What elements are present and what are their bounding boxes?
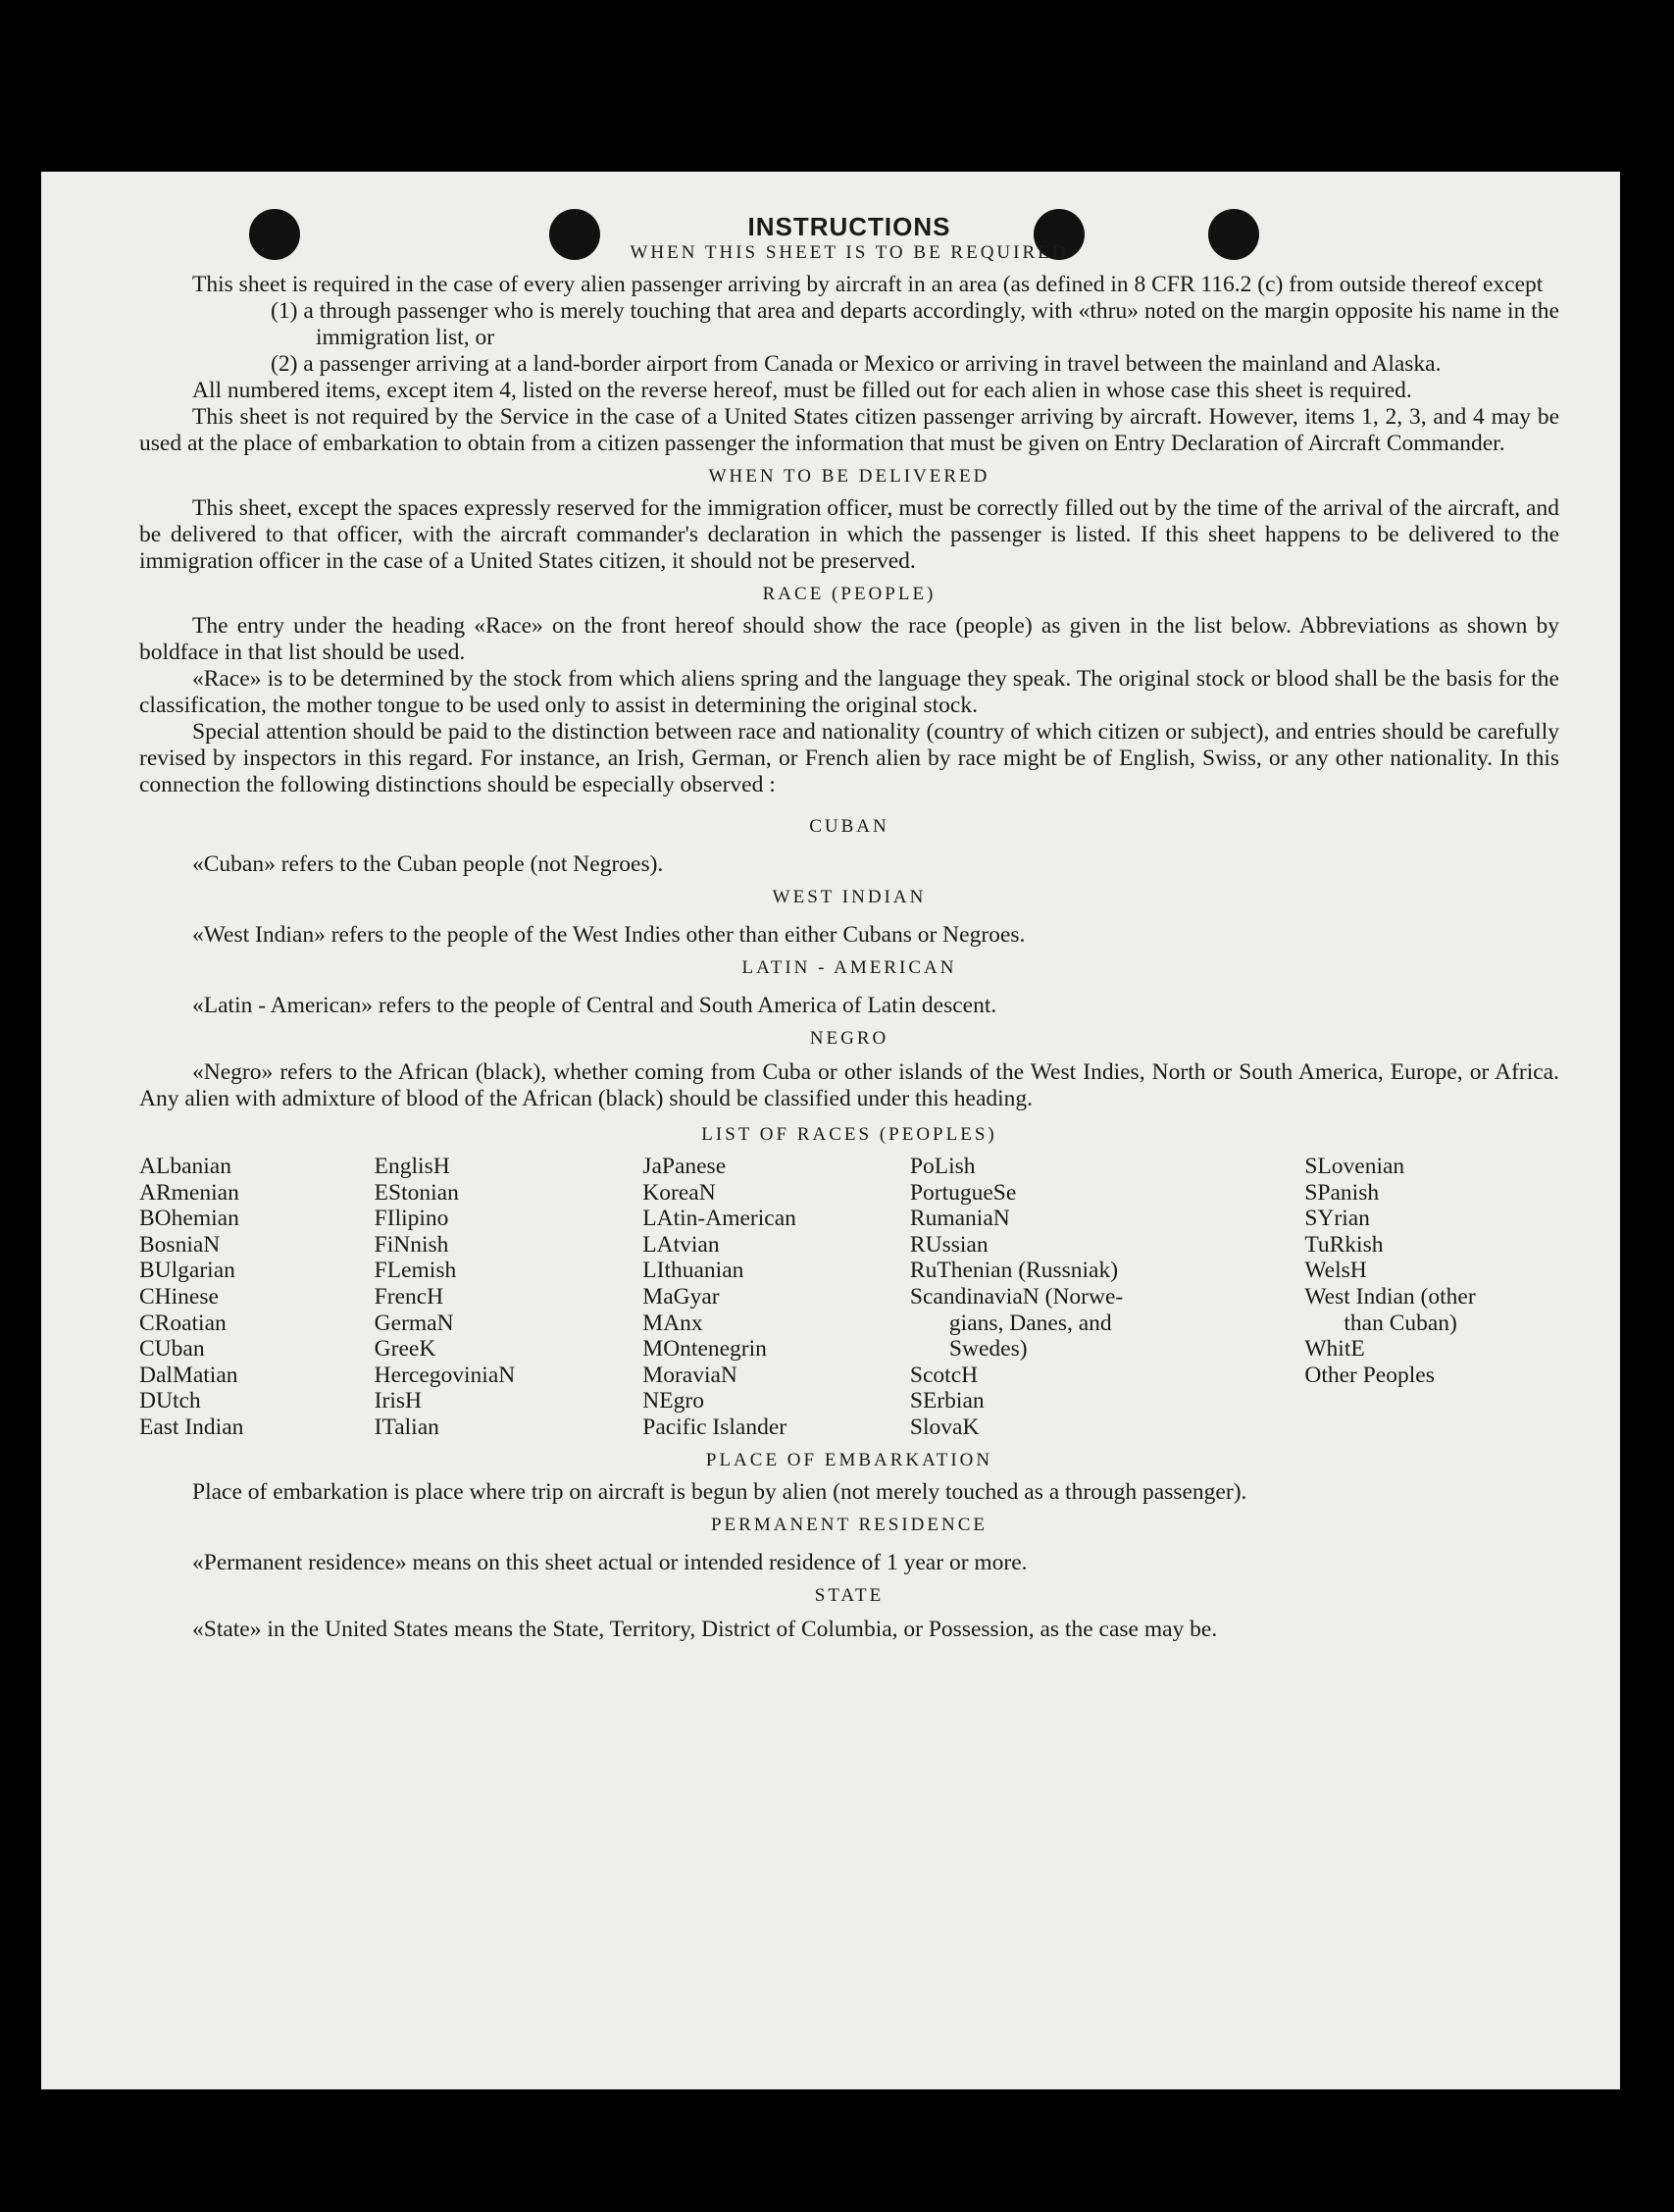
race-entry: RUssian (909, 1231, 989, 1258)
race-entry: FrencH (374, 1283, 444, 1310)
heading-when-required: WHEN THIS SHEET IS TO BE REQUIRED (630, 242, 1069, 263)
race-entry: MaGyar (642, 1283, 720, 1310)
heading-when-delivered: WHEN TO BE DELIVERED (708, 466, 990, 487)
race-entry: HercegoviniaN (374, 1362, 516, 1388)
race-entry: BosniaN (139, 1231, 221, 1258)
heading-latin-american: LATIN - AMERICAN (741, 957, 957, 978)
race-entry: SErbian (909, 1388, 985, 1415)
race-entry: LAtin-American (642, 1206, 796, 1232)
races-column-5 (1304, 1154, 1559, 1441)
heading-state: STATE (814, 1584, 885, 1606)
paragraph-residence: «Permanent residence» means on this sheet actual or intended residence of 1 year or more. (192, 1549, 1028, 1575)
race-entry: KoreaN (642, 1179, 716, 1206)
race-entry: IrisH (374, 1388, 422, 1415)
race-entry: SYrian (1304, 1206, 1370, 1232)
document-body (139, 211, 1559, 1643)
race-entry: FIlipino (374, 1206, 449, 1232)
race-entry: ITalian (374, 1414, 439, 1440)
race-entry: CHinese (139, 1283, 219, 1310)
exception-item-1: (1) a through passenger who is merely touching that area and departs accordingly, with «thru» noted on the margin opposite his name in the immigration list, or (271, 298, 1559, 350)
paragraph-required: This sheet is required in the case of every alien passenger arriving by aircraft in an area (as defined in 8 CFR 116.2 (c) from outside thereof except (192, 272, 1544, 297)
race-entry: RumaniaN (909, 1206, 1010, 1232)
race-entry-continued: gians, Danes, and (948, 1310, 1112, 1336)
paragraph-state: «State» in the United States means the State, Territory, District of Columbia, or Possession, as the case may be. (192, 1616, 1218, 1642)
race-entry: East Indian (139, 1414, 244, 1440)
race-entry: SLovenian (1304, 1154, 1405, 1179)
races-column-1 (139, 1154, 375, 1441)
paragraph-special-attention: Special attention should be paid to the distinction between race and nationality (country of which citizen or subject), and entries should be carefully revised by inspectors in this regard. For instance, an Irish, German, or French alien by race might be of English, Swiss, or any other nationality. In this connection the following distinctions should be especially observed : (139, 719, 1559, 797)
race-entry: Pacific Islander (642, 1414, 787, 1440)
race-entry: BOhemian (139, 1206, 239, 1232)
race-entry: DUtch (139, 1388, 201, 1415)
heading-list-of-races: LIST OF RACES (PEOPLES) (701, 1124, 997, 1145)
races-column-4 (910, 1154, 1304, 1441)
race-entry: MAnx (642, 1310, 703, 1336)
definition-cuban: «Cuban» refers to the Cuban people (not Negroes). (192, 851, 664, 877)
race-entry: FiNnish (374, 1231, 449, 1258)
races-column-2 (375, 1154, 643, 1441)
paragraph-numbered-items: All numbered items, except item 4, listed on the reverse hereof, must be filled out for each alien in whose case this sheet is required. (192, 378, 1412, 403)
heading-west-indian: WEST INDIAN (772, 887, 927, 907)
race-entry: DalMatian (139, 1362, 238, 1388)
definition-latin-american: «Latin - American» refers to the people of Central and South America of Latin descent. (192, 993, 997, 1018)
paragraph-embarkation: Place of embarkation is place where trip on aircraft is begun by alien (not merely touched as a through passenger). (192, 1478, 1247, 1505)
race-entry: WelsH (1304, 1258, 1367, 1284)
race-entry: West Indian (other (1304, 1283, 1476, 1310)
race-entry-continued: Swedes) (948, 1336, 1028, 1363)
heading-race: RACE (PEOPLE) (762, 584, 937, 604)
race-entry: MOntenegrin (642, 1336, 767, 1363)
race-entry-continued: than Cuban) (1344, 1310, 1457, 1336)
race-entry: GreeK (374, 1336, 436, 1363)
race-entry: SPanish (1304, 1179, 1380, 1206)
race-entry: ALbanian (139, 1154, 231, 1179)
races-column-3 (642, 1154, 910, 1441)
paragraph-not-required: This sheet is not required by the Service in the case of a United States citizen passenger arriving by aircraft. However, items 1, 2, 3, and 4 may be used at the place of embarkation to obtain from a citizen passenger the information that must be given on Entry Declaration of Aircraft Commander. (139, 404, 1559, 456)
race-entry: CUban (139, 1336, 205, 1363)
races-list (139, 1154, 1559, 1441)
definition-west-indian: «West Indian» refers to the people of the West Indies other than either Cubans or Negroes. (192, 922, 1026, 948)
heading-permanent-residence: PERMANENT RESIDENCE (710, 1514, 989, 1535)
race-entry: MoraviaN (642, 1362, 737, 1388)
race-entry: WhitE (1304, 1336, 1365, 1363)
race-entry: CRoatian (139, 1310, 227, 1336)
heading-place-of-embarkation: PLACE OF EMBARKATION (705, 1449, 993, 1470)
heading-cuban: CUBAN (809, 816, 889, 837)
instruction-sheet (41, 172, 1620, 2089)
race-entry: Other Peoples (1304, 1362, 1435, 1388)
heading-negro: NEGRO (809, 1028, 889, 1049)
paragraph-race-entry: The entry under the heading «Race» on the front hereof should show the race (people) as given in the list below. Abbreviations as shown by boldface in that list should be used. (139, 613, 1559, 665)
race-entry: BUlgarian (139, 1258, 235, 1284)
race-entry: TuRkish (1304, 1231, 1384, 1258)
race-entry: ScotcH (909, 1362, 979, 1388)
race-entry: ScandinaviaN (Norwe- (909, 1283, 1124, 1310)
race-entry: JaPanese (642, 1154, 727, 1179)
race-entry: SlovaK (909, 1414, 980, 1440)
exception-item-2: (2) a passenger arriving at a land-border airport from Canada or Mexico or arriving in travel between the mainland and Alaska. (271, 351, 1442, 377)
race-entry: NEgro (642, 1388, 704, 1415)
race-entry: LIthuanian (642, 1258, 744, 1284)
race-entry: RuThenian (Russniak) (909, 1258, 1119, 1284)
paragraph-race-determined: «Race» is to be determined by the stock from which aliens spring and the language they speak. The original stock or blood shall be the basis for the classification, the mother tongue to be used only to assist in determining the original stock. (139, 666, 1559, 718)
race-entry: PortugueSe (909, 1179, 1017, 1206)
definition-negro: «Negro» refers to the African (black), whether coming from Cuba or other islands of the West Indies, North or South America, Europe, or Africa. Any alien with admixture of blood of the African (black) should be classified under this heading. (139, 1059, 1559, 1111)
race-entry: LAtvian (642, 1231, 720, 1258)
race-entry: PoLish (909, 1154, 976, 1179)
paragraph-delivered: This sheet, except the spaces expressly reserved for the immigration officer, must be correctly filled out by the time of the arrival of the aircraft, and be delivered to that officer, with the aircraft commander's declaration in which the passenger is listed. If this sheet happens to be delivered to the immigration officer in the case of a United States citizen, it should not be preserved. (139, 495, 1559, 574)
race-entry: FLemish (374, 1258, 457, 1284)
race-entry: ARmenian (139, 1179, 239, 1206)
race-entry: GermaN (374, 1310, 454, 1336)
page-title: INSTRUCTIONS (747, 212, 951, 241)
race-entry: EStonian (374, 1179, 459, 1206)
race-entry: EnglisH (374, 1154, 450, 1179)
